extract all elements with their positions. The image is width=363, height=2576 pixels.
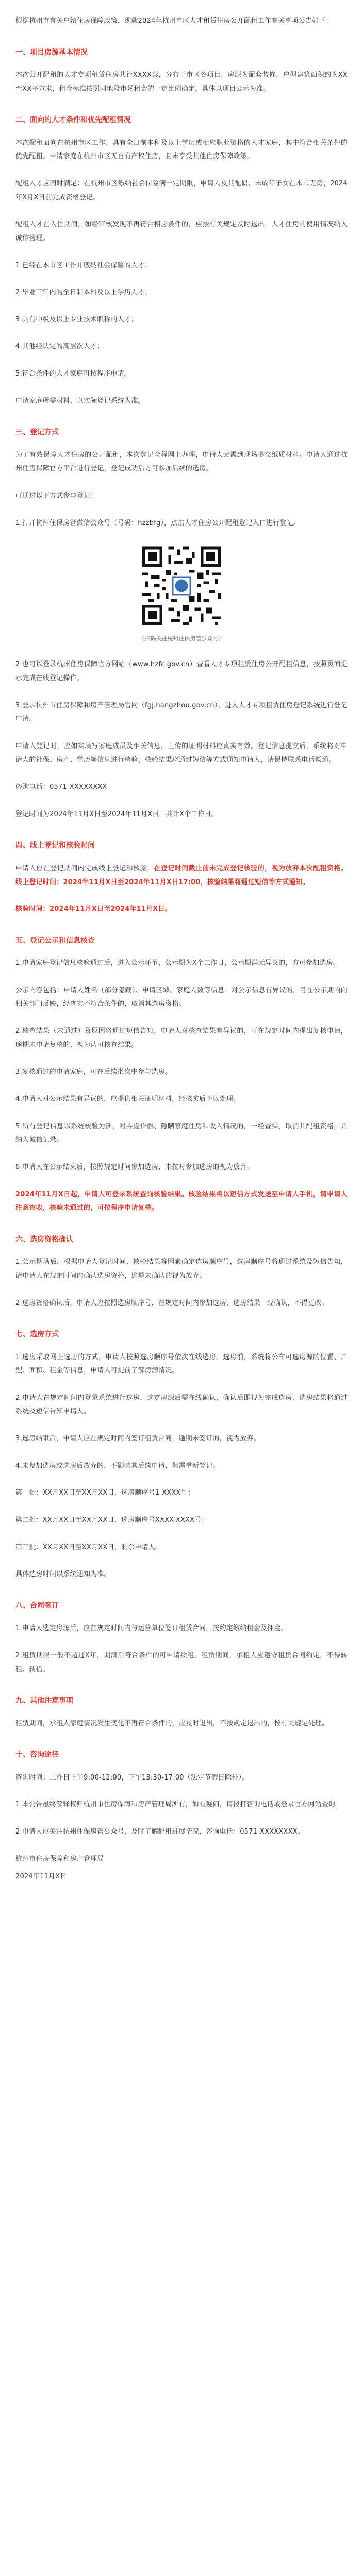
section-5-title: 五、登记公示和信息核查 [15, 936, 95, 945]
section-7-body-3: 3.选房结束后，申请人应在规定时间内签订租赁合同，逾期未签订的，视为放弃。 [15, 1435, 260, 1443]
section-5-body-3: 2.核查结果（未通过）及原因将通过短信告知，申请人对核查结果有异议的，可在规定时间内提出复核申请，逾期未申请复核的，视为认可核查结果。 [15, 1027, 348, 1049]
section-4-body-em: 在登记时间截止前未完成登记核验的，视为放弃本次配租资格。线上登记时间：2024年11月X日至2024年11月X日17:00，核验结果将通过短信等方式通知。 [15, 864, 348, 886]
section-3-body-1: 为了有效保障人才住房的公开配租，本次登记全程网上办理，申请人无需到现场提交纸质材料。申请人通过杭州住房保障官方平台进行登记，登记成功后方可参加后续的选房。 [15, 451, 348, 473]
section-2-list-2: 2.毕业三年内的全日制本科及以上学历人才； [15, 289, 152, 297]
section-2-body-2: 配租人才应同时满足：在杭州市区缴纳社会保险满一定期限，申请人及其配偶、未成年子女在本市无房，2024年X月X日前完成资格登记。 [15, 179, 348, 201]
section-6-title: 六、选房资格确认 [15, 1235, 73, 1244]
section-2-body-3: 配租人才在入住期间，如经审核发现不再符合相应条件的，应按有关规定及时退出，人才住房的使用情况纳入诚信管理。 [15, 221, 348, 242]
section-2-list-4: 4.其他经认定的高层次人才； [15, 343, 104, 351]
footer-signature [15, 1853, 348, 1884]
section-10-body-1: 咨询时间：工作日上午9:00-12:00，下午13:30-17:00（法定节假日除外）。 [15, 1773, 249, 1782]
section-3-after-qr-1: 2.也可以登录杭州住房保障官方网站（www.hzfc.gov.cn）查看人才专项租赁住房公开配租信息，按照页面提示完成在线登记操作。 [15, 660, 348, 682]
section-3-title: 三、登记方式 [15, 428, 59, 437]
section-3-after-qr-3: 申请人登记时，应如实填写家庭成员及相关信息，上传的证明材料应真实有效。登记信息提交后，系统将对申请人的社保、房产、学历等信息进行核验，核验结果将通过短信等方式通知申请人，请保持联系电话畅通。 [15, 742, 348, 764]
section-4-body [15, 862, 348, 889]
footer-date: 2024年11月X日 [15, 1873, 67, 1881]
qr-code-icon[interactable] [139, 544, 224, 628]
section-5-body-1: 1.申请家庭登记信息核验通过后，进入公示环节，公示期为X个工作日，公示期满无异议的，方可参加选房。 [15, 959, 340, 968]
section-6-body-2: 2.选房资格确认后，申请人应按照选房顺序号，在规定时间内参加选房，选房结果一经确认，不得更改。 [15, 1299, 328, 1307]
section-3-body-2: 可通过以下方式参与登记： [15, 492, 97, 500]
section-6-body-1: 1.公示期满后，根据申请人登记时间、核验结果等因素确定选房顺序号，选房顺序号将通过系统及短信告知，请申请人在规定时间内确认选房资格，逾期未确认的视为放弃。 [15, 1258, 348, 1280]
section-5-body-6: 5.所有登记信息以系统核验为准，对弄虚作假、隐瞒家庭住房和收入情况的，一经查实，取消其配租资格，并纳入诚信记录。 [15, 1122, 348, 1144]
section-1-title: 一、项目房源基本情况 [15, 48, 88, 57]
intro-paragraph: 根据杭州市有关户籍住房保障政策，现就2024年杭州市区人才租赁住房公开配租工作有关事项公告如下： [15, 17, 333, 25]
section-2-list-5: 5.符合条件的人才家庭可按程序申请。 [15, 370, 131, 378]
section-5-body-7: 6.申请人在公示结束后，按照规定时间参加选房，未按时参加选房的视为放弃。 [15, 1163, 254, 1171]
section-9-title: 九、其他注意事项 [15, 1697, 73, 1705]
section-7-body-2: 2.申请人在规定时间内登录系统进行选房，选定房源后需在线确认，确认后即视为完成选房，选房结果将通过系统及短信告知申请人。 [15, 1394, 348, 1416]
intro-block [15, 14, 348, 28]
section-8-body-1: 1.申请人选定房源后，应在规定时间内与运营单位签订租赁合同，按约定缴纳租金及押金。 [15, 1624, 288, 1633]
qr-block [15, 544, 348, 642]
section-3-date: 登记时间为2024年11月X日至2024年11月X日，共计X个工作日。 [15, 810, 218, 818]
section-2-list-1: 1.已经在本市区工作并缴纳社会保险的人才； [15, 261, 152, 269]
section-7-body-6: 第二批：XX月XX日至XX月XX日，选房顺序号XXXX-XXXX号； [15, 1516, 208, 1524]
section-9-body-1: 租赁期间，承租人家庭情况发生变化不再符合条件的，应及时退出，不按规定退出的，按有关规定处理。 [15, 1719, 329, 1727]
section-7-body-7: 第三批：XX月XX日至XX月XX日，剩余申请人。 [15, 1543, 162, 1551]
section-2-note: 申请家庭所需材料，以实际登记系统为准。 [15, 397, 145, 405]
section-8-body-2: 2.租赁期限一般不超过X年，期满后符合条件的可申请续租。租赁期间，承租人应遵守租赁合同约定，不得转租、转借。 [15, 1652, 348, 1673]
section-1-body: 本次公开配租的人才专项租赁住房共计XXXX套，分布于市区各项目，房源为配套装修，户型建筑面积约为XX至XX平方米，租金标准按照同地段市场租金的一定比例确定，具体以项目公示为准。 [15, 71, 348, 93]
section-4-title: 四、线上登记和核验时间 [15, 841, 95, 850]
section-7-body-5: 第一批：XX月XX日至XX月XX日，选房顺序号1-XXXX号； [15, 1489, 195, 1497]
section-3-phone: 咨询电话：0571-XXXXXXXX [15, 783, 107, 791]
section-10-body-3: 2.申请人应关注杭州住保房管公众号，及时了解配租进展情况，咨询电话：0571-XXXXXXXX。 [15, 1827, 305, 1836]
section-2-title: 二、面向的人才条件和优先配租情况 [15, 116, 131, 125]
section-7-body-4: 4.未参加选房或选房后放弃的，不影响其后续申请，但需重新登记。 [15, 1462, 220, 1470]
section-8-title: 八、合同签订 [15, 1601, 59, 1610]
section-5-highlight: 2024年11月X日起，申请人可登录系统查询核验结果。核验结果将以短信方式发送至申请人手机，请申请人注意查收，核验未通过的，可按程序申请复核。 [15, 1190, 348, 1212]
section-3-after-qr-2: 3.登录杭州市住房保障和房产管理局官网（fgj.hangzhou.gov.cn），进入人才专项租赁住房登记系统进行登记申请。 [15, 701, 348, 723]
section-7-body-8: 具体选房时间以系统通知为准。 [15, 1570, 111, 1579]
section-2-list-3: 3.具有中级及以上专业技术职称的人才； [15, 315, 138, 324]
section-7-body-1: 1.选房采取网上选房的方式，申请人按照选房顺序号依次在线选房。选房前，系统将公布可选房源的位置、户型、面积、租金等信息，申请人可提前了解房源情况。 [15, 1353, 348, 1375]
section-5-body-2: 公示内容包括：申请人姓名（部分隐藏）、申请区域、家庭人数等信息。对公示信息有异议的，可在公示期内向相关部门反映，经查实不符合条件的，取消其选房资格。 [15, 986, 348, 1008]
section-10-body-2: 1.本公告最终解释权归杭州市住房保障和房产管理局所有，如有疑问，请拨打咨询电话或登录官方网站查询。 [15, 1801, 342, 1809]
section-4-body-em2: 核验时间：2024年11月X日至2024年11月X日。 [15, 905, 172, 913]
section-7-title: 七、选房方式 [15, 1330, 59, 1339]
section-5-body-5: 4.申请人对公示结果有异议的，应提供相关证明材料，经核实后予以处理。 [15, 1095, 240, 1104]
qr-caption: （扫码关注杭州住保房管公众号） [139, 635, 224, 642]
section-2-body-1: 本次配租面向在杭州市区工作、具有全日制本科及以上学历或相应职业资格的人才家庭，其中符合相关条件的优先配租。申请家庭在杭州市区无自有产权住房，且未享受其他住房保障政策。 [15, 139, 348, 161]
footer-org: 杭州市住房保障和房产管理局 [15, 1855, 104, 1863]
section-5-body-4: 3.复核通过的申请家庭，可在后续批次中参与选房。 [15, 1068, 172, 1076]
section-3-body-3: 1.打开杭州住保房管微信公众号（号码：hzzbfg），点击人才住房公开配租登记入口进行登记。 [15, 519, 301, 527]
section-10-title: 十、咨询途径 [15, 1751, 59, 1759]
section-4-body-plain: 申请人应在登记期间内完成线上登记和核验， [15, 864, 154, 872]
